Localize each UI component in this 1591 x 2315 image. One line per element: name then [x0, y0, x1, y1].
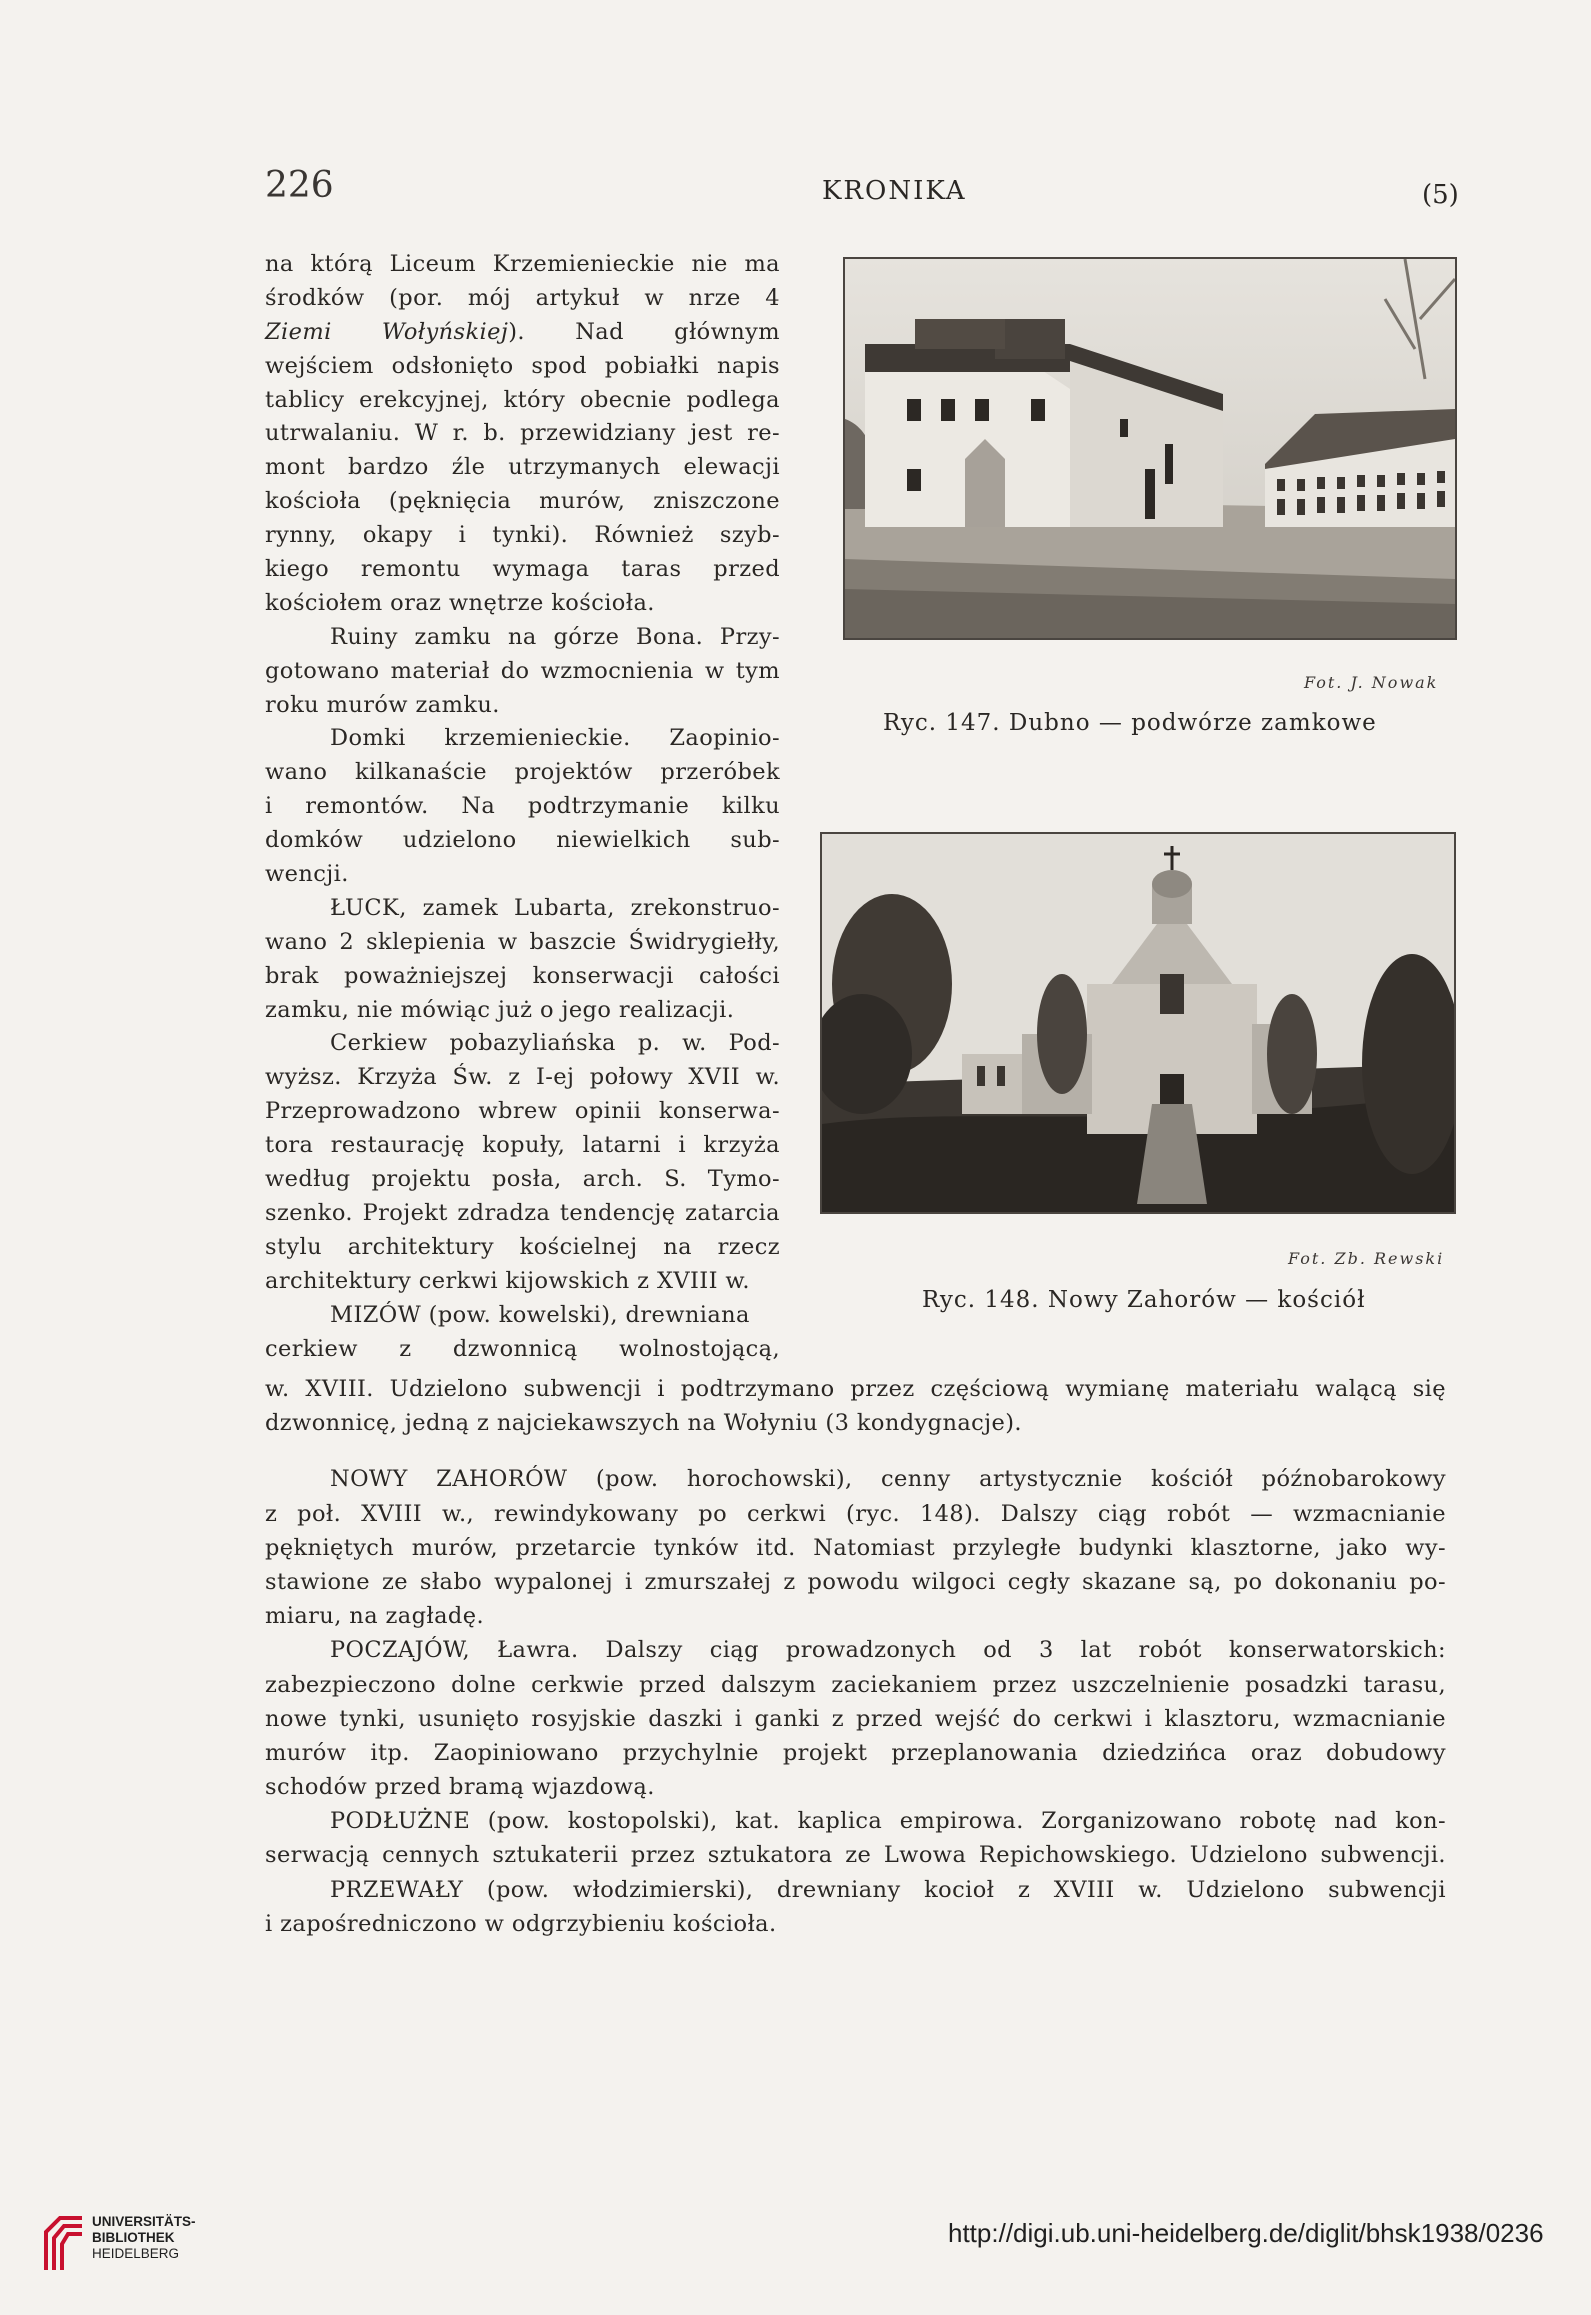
- text-line: pękniętych murów, przetarcie tynków itd. Natomiast przyległe budynki klasztorne, jako wy-: [265, 1534, 1446, 1561]
- text-line: środków (por. mój artykuł w nrze 4: [265, 284, 780, 311]
- text-line: Domki krzemienieckie. Zaopinio-: [330, 725, 780, 752]
- text-line: i remontów. Na podtrzymanie kilku: [265, 793, 780, 820]
- photo-credit-147: Fot. J. Nowak: [1304, 673, 1439, 692]
- caption-148: Ryc. 148. Nowy Zahorów — kościół: [922, 1287, 1366, 1313]
- text-line: zabezpieczono dolne cerkwie przed dalszym zaciekaniem przez uszczelnienie posadzki tarasu,: [265, 1671, 1446, 1698]
- text-line: nowe tynki, usunięto rosyjskie daszki i ganki z przed wejść do cerkwi i klasztoru, wzmacnianie: [265, 1705, 1446, 1732]
- text-line: architektury cerkwi kijowskich z XVIII w.: [265, 1267, 750, 1294]
- running-title: KRONIKA: [822, 176, 967, 206]
- text-line: POCZAJÓW, Ławra. Dalszy ciąg prowadzonych od 3 lat robót konserwatorskich:: [330, 1637, 1446, 1664]
- library-name-line2: BIBLIOTHEK: [92, 2230, 175, 2245]
- library-name: [92, 2214, 196, 2262]
- text-line: domków udzielono niewielkich sub-: [265, 827, 780, 854]
- text-line: stylu architektury kościelnej na rzecz: [265, 1233, 780, 1260]
- text-line: PODŁUŻNE (pow. kostopolski), kat. kaplica empirowa. Zorganizowano robotę nad kon-: [330, 1808, 1446, 1835]
- text-line: stawione ze słabo wypalonej i zmurszałej z powodu wilgoci cegły skazane są, po dokonaniu po-: [265, 1568, 1446, 1595]
- library-name-line3: HEIDELBERG: [92, 2246, 180, 2261]
- page-number: 226: [265, 165, 334, 206]
- text-line: według projektu posła, arch. S. Tymo-: [265, 1166, 780, 1193]
- text-line: Ziemi Wołyńskiej). Nad głównym: [265, 318, 780, 345]
- text-line: NOWY ZAHORÓW (pow. horochowski), cenny artystycznie kościół późnobarokowy: [330, 1466, 1446, 1493]
- paragraph-gap: [265, 1440, 1446, 1462]
- text-line: Ruiny zamku na górze Bona. Przy-: [330, 623, 780, 650]
- library-logo-icon: [40, 2212, 86, 2276]
- text-line: rynny, okapy i tynki). Również szyb-: [265, 522, 780, 549]
- source-url-link[interactable]: http://digi.ub.uni-heidelberg.de/diglit/bhsk1938/0236: [948, 2218, 1544, 2248]
- text-line: schodów przed bramą wjazdową.: [265, 1774, 655, 1801]
- text-line: dzwonnicę, jedną z najciekawszych na Wołyniu (3 kondygnacje).: [265, 1410, 1022, 1437]
- full-width-text: [265, 1372, 1446, 1941]
- left-column-text: [265, 248, 780, 1366]
- text-line: gotowano materiał do wzmocnienia w tym: [265, 657, 780, 684]
- text-line: cerkiew z dzwonnicą wolnostojącą,: [265, 1335, 780, 1362]
- text-line: z poł. XVIII w., rewindykowany po cerkwi (ryc. 148). Dalszy ciąg robót — wzmacnianie: [265, 1500, 1446, 1527]
- text-line: tablicy erekcyjnej, który obecnie podlega: [265, 386, 780, 413]
- text-line: wyższ. Krzyża Św. z I-ej połowy XVII w.: [265, 1064, 780, 1091]
- photo-credit-148: Fot. Zb. Rewski: [1288, 1249, 1445, 1268]
- text-line: mont bardzo źle utrzymanych elewacji: [265, 454, 780, 481]
- text-line: miaru, na zagładę.: [265, 1603, 485, 1630]
- text-line: PRZEWAŁY (pow. włodzimierski), drewniany kocioł z XVIII w. Udzielono subwencji: [330, 1876, 1446, 1903]
- text-line: kiego remontu wymaga taras przed: [265, 556, 780, 583]
- text-line: brak poważniejszej konserwacji całości: [265, 962, 780, 989]
- text-line: wano kilkanaście projektów przeróbek: [265, 759, 780, 786]
- text-line: MIZÓW (pow. kowelski), drewniana: [330, 1301, 750, 1328]
- text-line: zamku, nie mówiąc już o jego realizacji.: [265, 996, 735, 1023]
- text-line: ŁUCK, zamek Lubarta, zrekonstruo-: [330, 894, 780, 921]
- text-line: serwacją cennych sztukaterii przez sztukatora ze Lwowa Repichowskiego. Udzielono subwencji.: [265, 1842, 1446, 1869]
- photo-dubno-castle-courtyard: [843, 257, 1457, 640]
- text-line: roku murów zamku.: [265, 691, 500, 718]
- text-line: tora restaurację kopuły, latarni i krzyża: [265, 1132, 780, 1159]
- text-line: kościoła (pęknięcia murów, zniszczone: [265, 488, 780, 515]
- text-line: wano 2 sklepienia w baszcie Świdrygiełły,: [265, 928, 780, 955]
- text-line: utrwalaniu. W r. b. przewidziany jest re-: [265, 420, 780, 447]
- text-line: wencji.: [265, 861, 349, 888]
- text-line: na którą Liceum Krzemienieckie nie ma: [265, 251, 780, 277]
- text-line: szenko. Projekt zdradza tendencję zatarcia: [265, 1199, 780, 1226]
- text-line: w. XVIII. Udzielono subwencji i podtrzymano przez częściową wymianę materiału walącą się: [265, 1376, 1446, 1402]
- text-line: i zapośredniczono w odgrzybieniu kościoła.: [265, 1910, 777, 1937]
- library-name-line1: UNIVERSITÄTS-: [92, 2214, 196, 2229]
- caption-147: Ryc. 147. Dubno — podwórze zamkowe: [883, 710, 1377, 736]
- text-line: Cerkiew pobazyliańska p. w. Pod-: [330, 1030, 780, 1057]
- text-line: wejściem odsłonięto spod pobiałki napis: [265, 352, 780, 379]
- text-line: murów itp. Zaopiniowano przychylnie projekt przeplanowania dziedzińca oraz dobudowy: [265, 1739, 1446, 1766]
- text-line: kościołem oraz wnętrze kościoła.: [265, 589, 655, 616]
- text-line: Przeprowadzono wbrew opinii konserwa-: [265, 1098, 780, 1125]
- photo-nowy-zahorow-church: [820, 832, 1456, 1214]
- section-number: (5): [1422, 180, 1459, 210]
